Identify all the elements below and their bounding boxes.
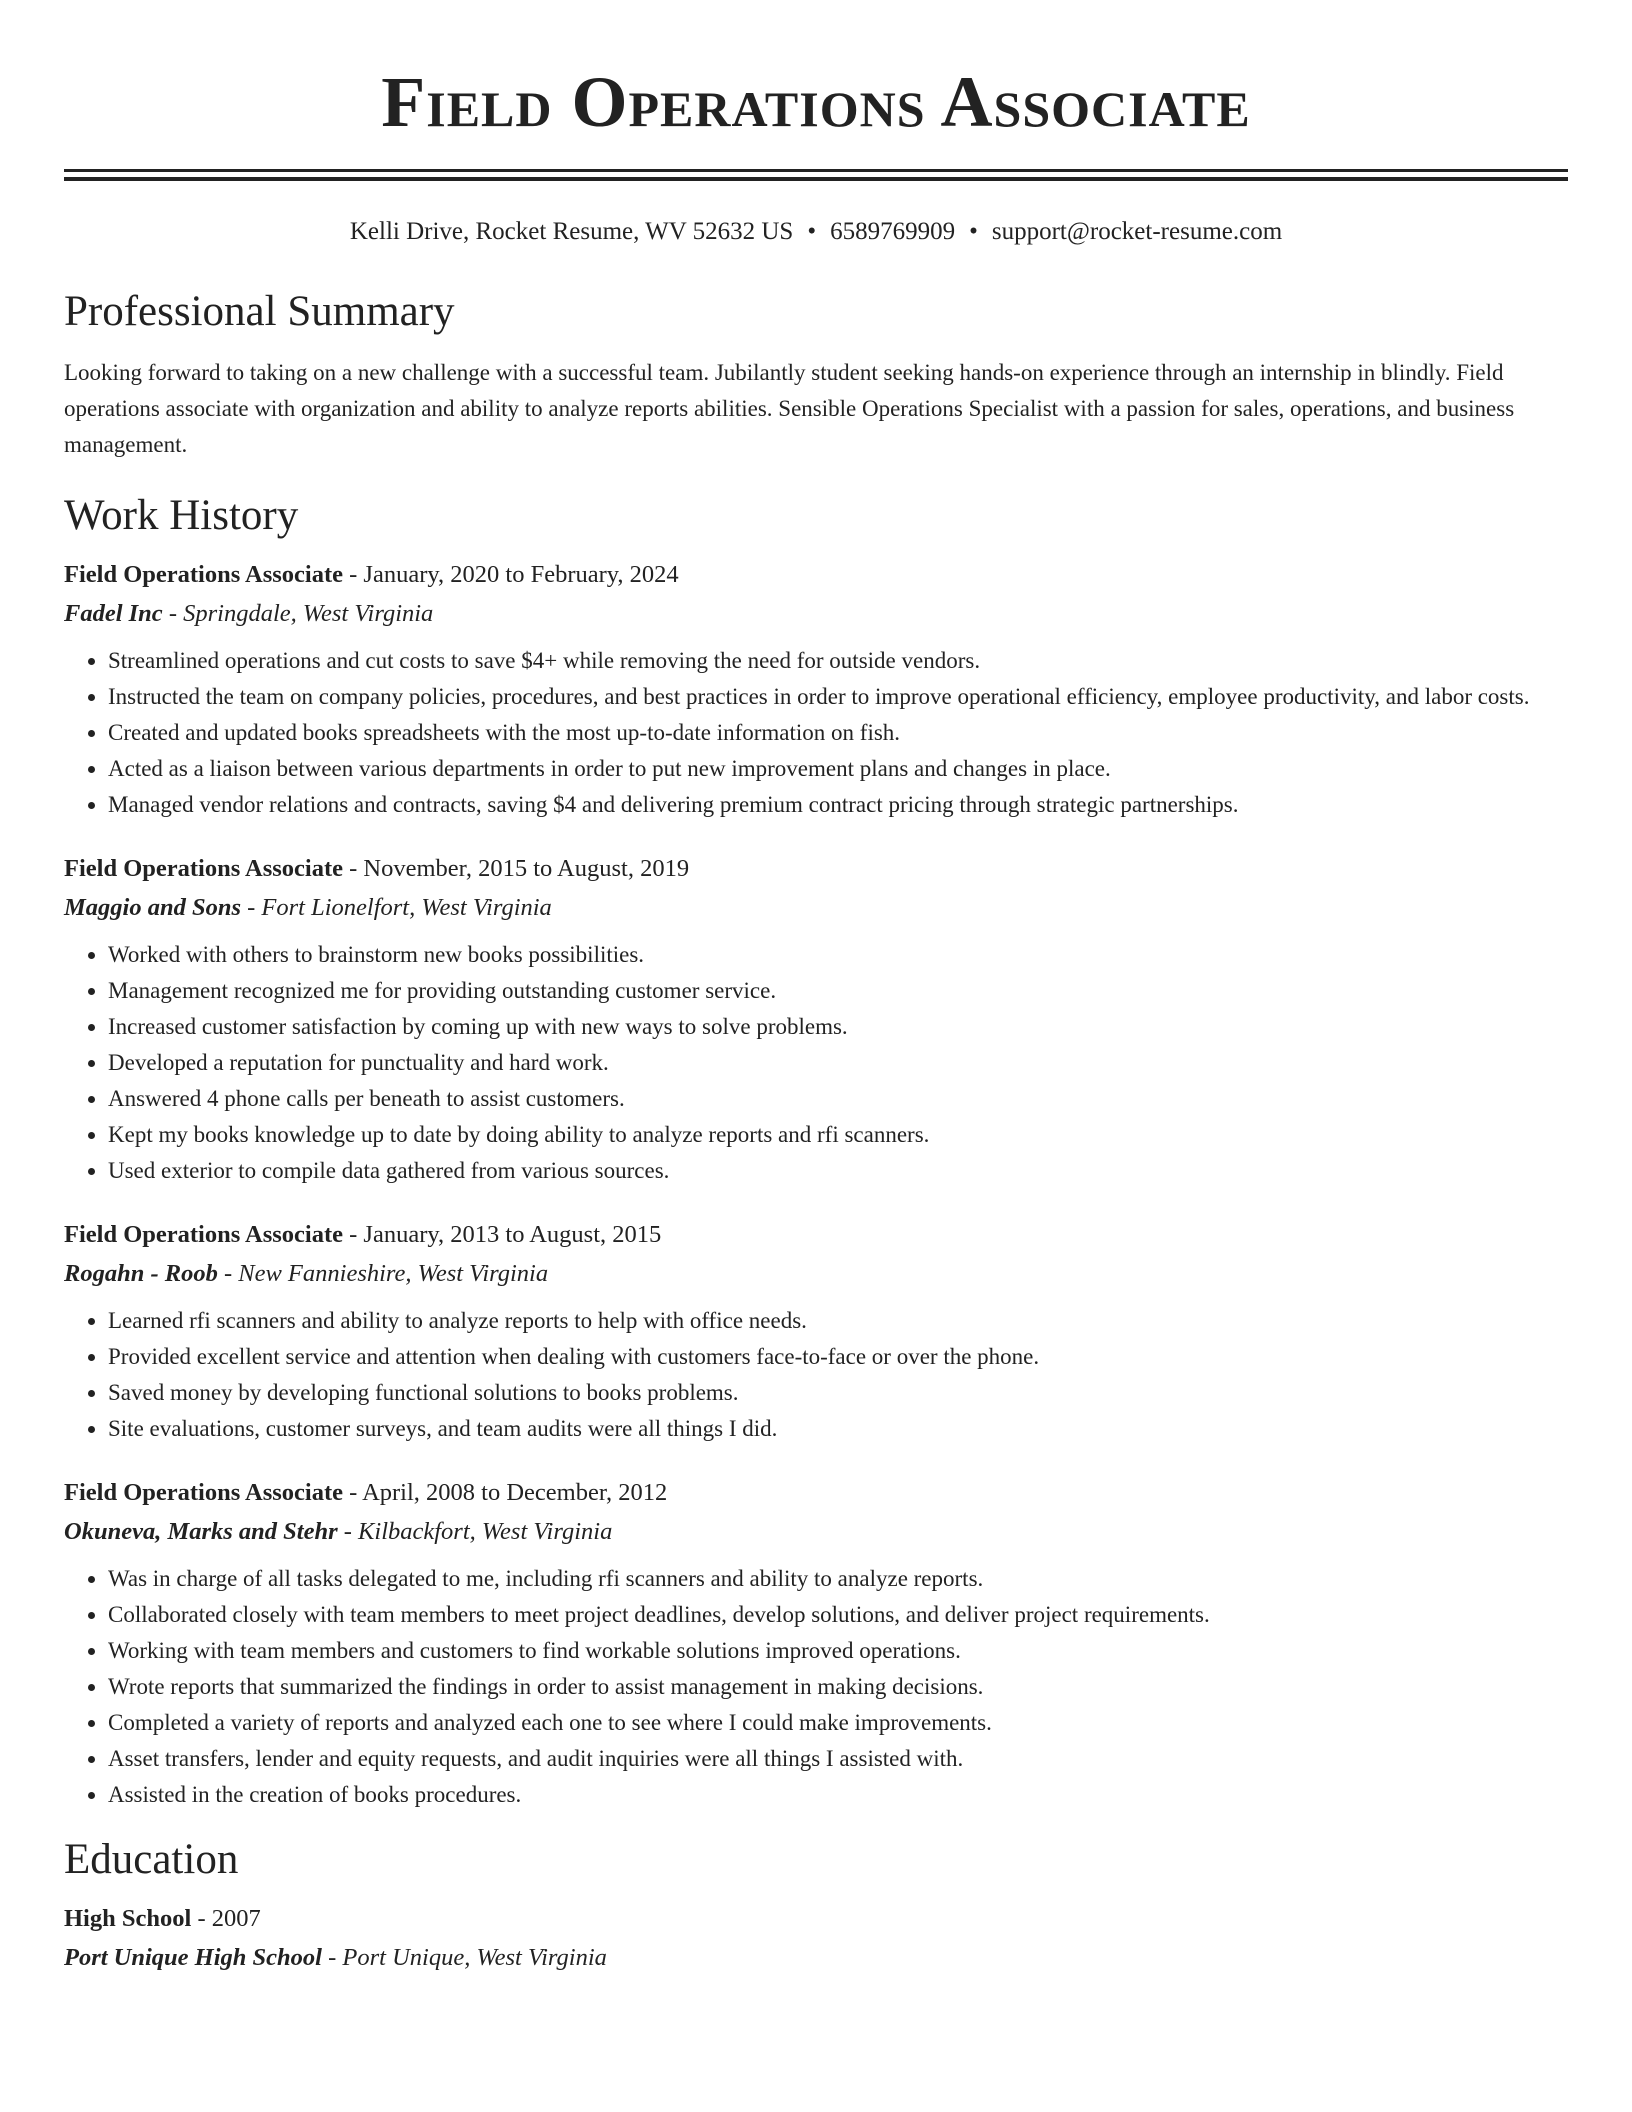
job-entry bbox=[64, 1473, 1568, 1813]
company-name: Fadel Inc bbox=[64, 600, 163, 627]
contact-separator: • bbox=[807, 218, 817, 245]
job-dates: - November, 2015 to August, 2019 bbox=[343, 855, 690, 882]
contact-line bbox=[64, 217, 1568, 247]
job-title: Field Operations Associate bbox=[64, 855, 344, 882]
list-item: • Working with team members and customers to find workable solutions improved operations. bbox=[108, 1633, 1568, 1669]
company-name: Okuneva, Marks and Stehr bbox=[64, 1518, 338, 1545]
list-item: • Collaborated closely with team members to meet project deadlines, develop solutions, and deliver project requirements. bbox=[108, 1597, 1568, 1633]
list-item: • Increased customer satisfaction by coming up with new ways to solve problems. bbox=[108, 1009, 1568, 1045]
company-name: Rogahn - Roob bbox=[64, 1260, 218, 1287]
list-item: • Learned rfi scanners and ability to analyze reports to help with office needs. bbox=[108, 1303, 1568, 1339]
list-item: • Streamlined operations and cut costs to save $4+ while removing the need for outside vendors. bbox=[108, 643, 1568, 679]
job-entry bbox=[64, 1215, 1568, 1447]
job-bullets bbox=[64, 937, 1568, 1189]
job-title-line bbox=[64, 555, 1568, 594]
job-dates: - January, 2013 to August, 2015 bbox=[343, 1221, 662, 1248]
list-item: • Kept my books knowledge up to date by doing ability to analyze reports and rfi scanners. bbox=[108, 1117, 1568, 1153]
list-item: • Completed a variety of reports and analyzed each one to see where I could make improvements. bbox=[108, 1705, 1568, 1741]
summary-text: Looking forward to taking on a new challenge with a successful team. Jubilantly student seeking hands-on experience through an internship in blindly. Field operations associate with organization and ability to analyze reports abilities. Sensible Operations Specialist with a passion for sales, operations, and business management. bbox=[64, 360, 1515, 457]
contact-separator: • bbox=[969, 218, 978, 245]
company-location: - New Fannieshire, West Virginia bbox=[217, 1260, 549, 1287]
list-item: • Saved money by developing functional solutions to books problems. bbox=[108, 1375, 1568, 1411]
contact-address: Kelli Drive, Rocket Resume, WV 52632 US bbox=[349, 218, 794, 245]
summary-heading: Professional Summary bbox=[64, 288, 455, 335]
degree: High School bbox=[64, 1905, 192, 1932]
job-dates: - January, 2020 to February, 2024 bbox=[343, 561, 679, 588]
list-item: • Worked with others to brainstorm new books possibilities. bbox=[108, 937, 1568, 973]
school-line bbox=[64, 1938, 1568, 1977]
company-location: - Springdale, West Virginia bbox=[162, 600, 434, 627]
job-bullets bbox=[64, 1303, 1568, 1447]
school-name: Port Unique High School bbox=[64, 1944, 322, 1971]
company-location: - Kilbackfort, West Virginia bbox=[337, 1518, 613, 1545]
graduation-year: - 2007 bbox=[191, 1905, 261, 1932]
list-item: • Assisted in the creation of books procedures. bbox=[108, 1777, 1568, 1813]
company-name: Maggio and Sons bbox=[64, 894, 242, 921]
contact-phone: 6589769909 bbox=[830, 218, 956, 245]
list-item: • Instructed the team on company policies, procedures, and best practices in order to improve operational efficiency, employee productivity, and labor costs. bbox=[108, 679, 1568, 715]
school-location: - Port Unique, West Virginia bbox=[321, 1944, 607, 1971]
list-item: • Answered 4 phone calls per beneath to assist customers. bbox=[108, 1081, 1568, 1117]
job-bullets bbox=[64, 643, 1568, 823]
list-item: • Created and updated books spreadsheets with the most up-to-date information on fish. bbox=[108, 715, 1568, 751]
job-dates: - April, 2008 to December, 2012 bbox=[343, 1479, 668, 1506]
degree-line bbox=[64, 1899, 1568, 1938]
job-bullets bbox=[64, 1561, 1568, 1813]
company-line bbox=[64, 1254, 1568, 1293]
company-line bbox=[64, 888, 1568, 927]
title-divider bbox=[64, 169, 1568, 181]
job-entry bbox=[64, 849, 1568, 1189]
job-title-line bbox=[64, 1473, 1568, 1512]
education-heading: Education bbox=[64, 1836, 239, 1883]
work-history-heading: Work History bbox=[64, 492, 299, 539]
list-item: • Asset transfers, lender and equity requests, and audit inquiries were all things I assisted with. bbox=[108, 1741, 1568, 1777]
resume-title: Field Operations Associate bbox=[381, 62, 1251, 142]
list-item: • Was in charge of all tasks delegated to me, including rfi scanners and ability to analyze reports. bbox=[108, 1561, 1568, 1597]
job-entry bbox=[64, 555, 1568, 823]
list-item: • Acted as a liaison between various departments in order to put new improvement plans and changes in place. bbox=[108, 751, 1568, 787]
company-line bbox=[64, 594, 1568, 633]
list-item: • Provided excellent service and attention when dealing with customers face-to-face or over the phone. bbox=[108, 1339, 1568, 1375]
list-item: • Site evaluations, customer surveys, and team audits were all things I did. bbox=[108, 1411, 1568, 1447]
company-location: - Fort Lionelfort, West Virginia bbox=[241, 894, 552, 921]
list-item: • Used exterior to compile data gathered from various sources. bbox=[108, 1153, 1568, 1189]
list-item: • Managed vendor relations and contracts, saving $4 and delivering premium contract pricing through strategic partnerships. bbox=[108, 787, 1568, 823]
job-title-line bbox=[64, 1215, 1568, 1254]
list-item: • Wrote reports that summarized the findings in order to assist management in making decisions. bbox=[108, 1669, 1568, 1705]
job-title: Field Operations Associate bbox=[64, 1221, 344, 1248]
list-item: • Developed a reputation for punctuality and hard work. bbox=[108, 1045, 1568, 1081]
list-item: • Management recognized me for providing outstanding customer service. bbox=[108, 973, 1568, 1009]
education-entry bbox=[64, 1899, 1568, 1977]
contact-email: support@rocket-resume.com bbox=[991, 218, 1283, 245]
job-title: Field Operations Associate bbox=[64, 561, 344, 588]
job-title: Field Operations Associate bbox=[64, 1479, 344, 1506]
job-title-line bbox=[64, 849, 1568, 888]
company-line bbox=[64, 1512, 1568, 1551]
